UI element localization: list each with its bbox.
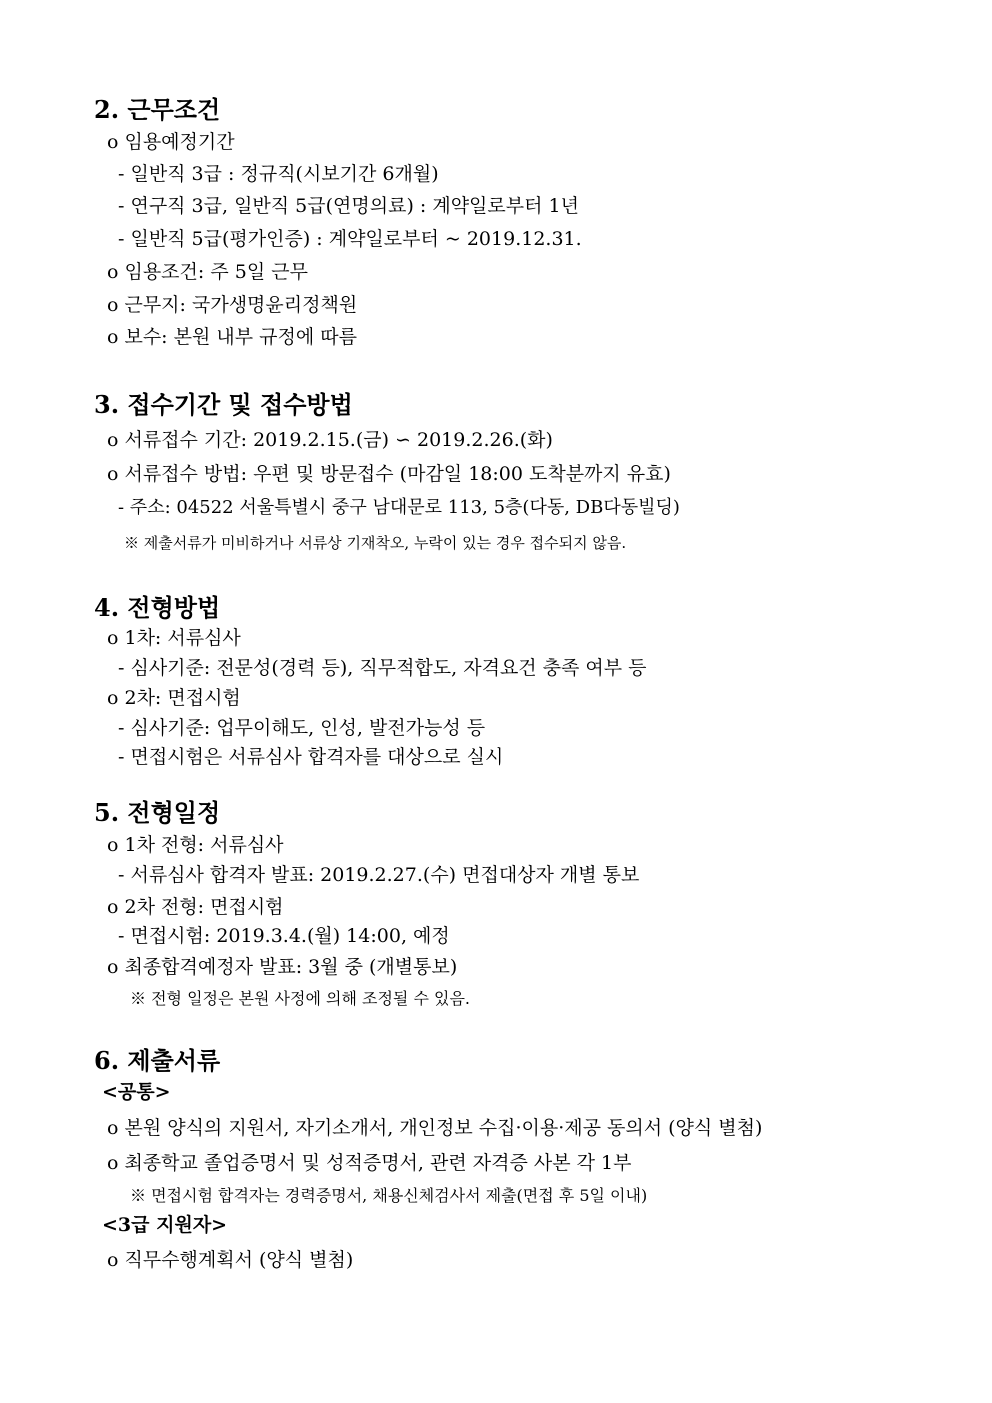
section-title-application: 3. 접수기간 및 접수방법 <box>94 390 353 419</box>
list-item: o 1차: 서류심사 <box>107 627 241 649</box>
note: ※ 전형 일정은 본원 사정에 의해 조정될 수 있음. <box>130 989 470 1008</box>
section-title-schedule: 5. 전형일정 <box>94 798 221 827</box>
list-item: o 임용조건: 주 5일 근무 <box>107 261 308 283</box>
subheading-grade3: <3급 지원자> <box>102 1214 228 1236</box>
note: ※ 면접시험 합격자는 경력증명서, 채용신체검사서 제출(면접 후 5일 이내) <box>130 1186 648 1205</box>
section-title-documents: 6. 제출서류 <box>94 1046 221 1075</box>
list-item-detail: - 서류심사 합격자 발표: 2019.2.27.(수) 면접대상자 개별 통보 <box>118 864 640 886</box>
list-item-detail: - 면접시험은 서류심사 합격자를 대상으로 실시 <box>118 746 504 768</box>
list-item-detail: - 면접시험: 2019.3.4.(월) 14:00, 예정 <box>118 925 450 947</box>
subheading-common: <공통> <box>102 1081 171 1103</box>
list-item: o 서류접수 기간: 2019.2.15.(금) ∽ 2019.2.26.(화) <box>107 429 553 451</box>
list-item: o 2차: 면접시험 <box>107 687 241 709</box>
section-title-work-conditions: 2. 근무조건 <box>94 95 221 124</box>
list-item-detail: - 일반직 5급(평가인증) : 계약일로부터 ~ 2019.12.31. <box>118 228 582 250</box>
list-item: o 임용예정기간 <box>107 131 235 153</box>
list-item-detail: - 주소: 04522 서울특별시 중구 남대문로 113, 5층(다동, DB다동빌딩) <box>118 497 680 518</box>
list-item: o 직무수행계획서 (양식 별첨) <box>107 1249 354 1271</box>
section-title-screening-method: 4. 전형방법 <box>94 593 221 622</box>
list-item-detail: - 심사기준: 전문성(경력 등), 직무적합도, 자격요건 충족 여부 등 <box>118 657 647 679</box>
list-item: o 최종합격예정자 발표: 3월 중 (개별통보) <box>107 956 458 978</box>
list-item-detail: - 일반직 3급 : 정규직(시보기간 6개월) <box>118 163 439 185</box>
list-item-detail: - 연구직 3급, 일반직 5급(연명의료) : 계약일로부터 1년 <box>118 195 579 217</box>
list-item: o 근무지: 국가생명윤리정책원 <box>107 294 358 316</box>
list-item: o 보수: 본원 내부 규정에 따름 <box>107 326 357 348</box>
list-item: o 서류접수 방법: 우편 및 방문접수 (마감일 18:00 도착분까지 유효) <box>107 463 671 485</box>
list-item-detail: - 심사기준: 업무이해도, 인성, 발전가능성 등 <box>118 717 486 739</box>
note: ※ 제출서류가 미비하거나 서류상 기재착오, 누락이 있는 경우 접수되지 않음. <box>124 534 627 552</box>
list-item: o 2차 전형: 면접시험 <box>107 896 284 918</box>
list-item: o 최종학교 졸업증명서 및 성적증명서, 관련 자격증 사본 각 1부 <box>107 1152 632 1174</box>
list-item: o 1차 전형: 서류심사 <box>107 834 284 856</box>
list-item: o 본원 양식의 지원서, 자기소개서, 개인정보 수집·이용·제공 동의서 (양식 별첨) <box>107 1117 763 1139</box>
